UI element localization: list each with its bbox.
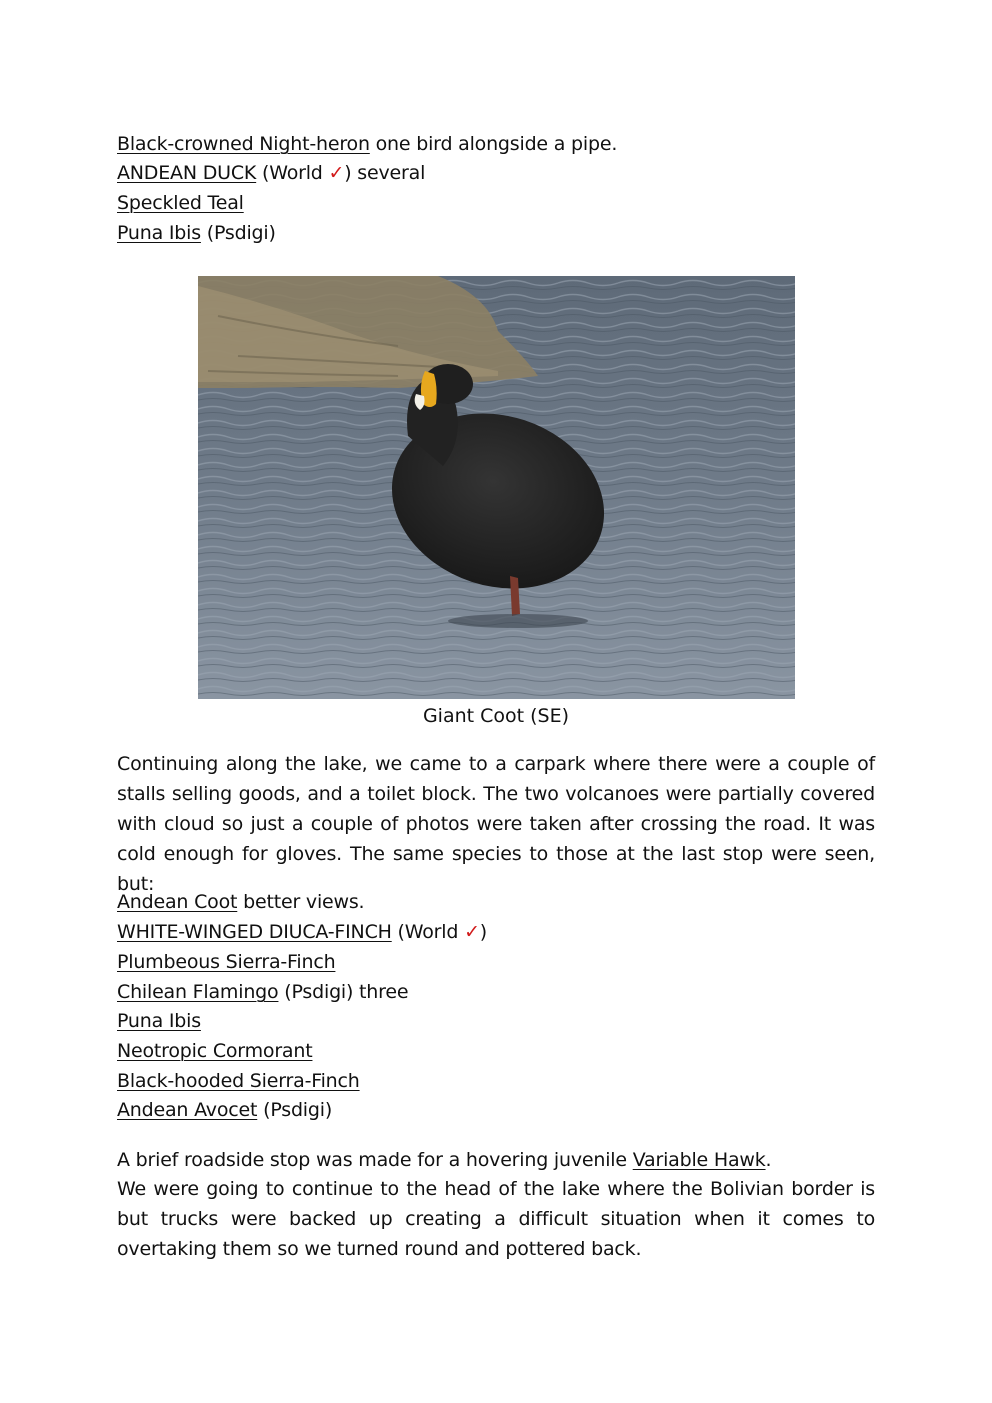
giant-coot-photo bbox=[198, 276, 795, 699]
species-line bbox=[117, 158, 425, 188]
species-note: ) bbox=[479, 921, 488, 943]
species-name: Puna Ibis bbox=[117, 222, 201, 244]
species-note: better views. bbox=[237, 891, 365, 913]
species-line bbox=[117, 129, 617, 159]
photo-caption: Giant Coot (SE) bbox=[422, 705, 570, 727]
tick-icon: ✓ bbox=[328, 162, 345, 184]
species-name: Black-crowned Night-heron bbox=[117, 133, 370, 155]
species-line bbox=[117, 1036, 312, 1066]
species-note: (Psdigi) three bbox=[278, 981, 409, 1003]
body-paragraph: Continuing along the lake, we came to a carpark where there were a couple of stalls selling goods, and a toilet block. The two volcanoes were partially covered with cloud so just a couple of photos were taken after crossing the road. It was cold enough for gloves. The same species to those at the last stop were seen, but: bbox=[117, 753, 875, 895]
species-note: (Psdigi) bbox=[257, 1099, 333, 1121]
species-name: Andean Avocet bbox=[117, 1099, 258, 1121]
species-name: Speckled Teal bbox=[117, 192, 244, 214]
species-name: Black-hooded Sierra-Finch bbox=[117, 1070, 360, 1092]
body-text: . bbox=[765, 1149, 772, 1171]
species-note: (Psdigi) bbox=[200, 222, 276, 244]
species-line bbox=[117, 1095, 332, 1125]
species-name: Plumbeous Sierra-Finch bbox=[117, 951, 336, 973]
species-name: Andean Coot bbox=[117, 891, 238, 913]
species-line bbox=[117, 887, 364, 917]
species-line bbox=[117, 947, 335, 977]
tick-icon: ✓ bbox=[464, 921, 480, 943]
species-name: WHITE-WINGED DIUCA-FINCH bbox=[117, 921, 392, 943]
species-note: ) several bbox=[344, 162, 426, 184]
species-name: Variable Hawk bbox=[632, 1149, 766, 1171]
species-line bbox=[117, 1066, 360, 1096]
species-note: (World bbox=[256, 162, 329, 184]
species-line bbox=[117, 188, 244, 218]
species-name: Puna Ibis bbox=[117, 1010, 201, 1032]
species-name: Neotropic Cormorant bbox=[117, 1040, 313, 1062]
species-name: Chilean Flamingo bbox=[117, 981, 279, 1003]
body-text: A brief roadside stop was made for a hovering juvenile bbox=[117, 1149, 633, 1171]
species-name: ANDEAN DUCK bbox=[117, 162, 257, 184]
species-note: one bird alongside a pipe. bbox=[369, 133, 618, 155]
species-line bbox=[117, 218, 276, 248]
species-note: (World bbox=[391, 921, 465, 943]
body-paragraph: We were going to continue to the head of the lake where the Bolivian border is but trucks were backed up creating a difficult situation when it comes to overtaking them so we turned round and pottered back. bbox=[117, 1178, 875, 1260]
species-line bbox=[117, 977, 408, 1007]
species-line bbox=[117, 1006, 201, 1036]
species-line bbox=[117, 917, 487, 947]
body-line bbox=[117, 1145, 771, 1175]
